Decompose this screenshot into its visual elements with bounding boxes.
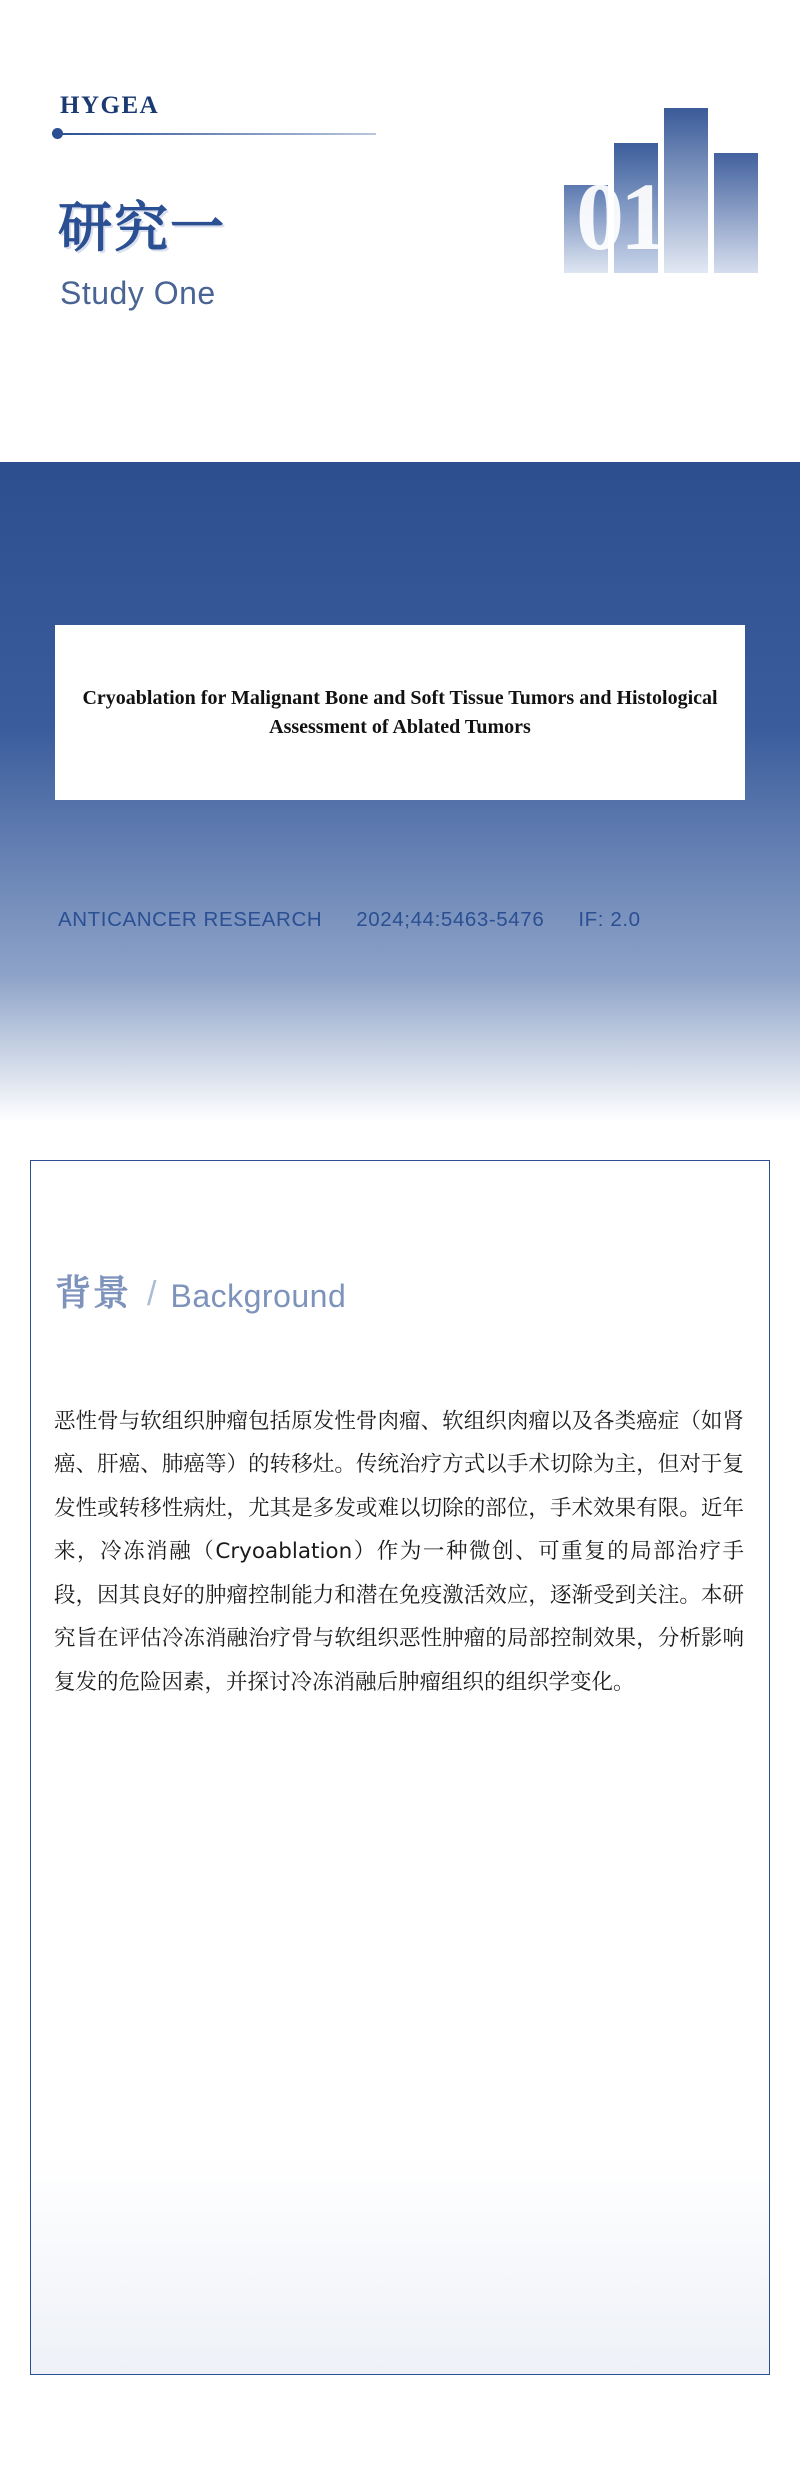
background-body-text: 恶性骨与软组织肿瘤包括原发性骨肉瘤、软组织肉瘤以及各类癌症（如肾癌、肝癌、肺癌等）的转移灶。传统治疗方式以手术切除为主，但对于复发性或转移性病灶，尤其是多发或难以切除的部位，手术效果有限。近年来，冷冻消融（Cryoablation）作为一种微创、可重复的局部治疗手段，因其良好的肿瘤控制能力和潜在免疫激活效应，逐渐受到关注。本研究旨在评估冷冻消融治疗骨与软组织恶性肿瘤的局部控制效果，分析影响复发的危险因素，并探讨冷冻消融后肿瘤组织的组织学变化。 bbox=[54, 1409, 744, 1695]
journal-impact-factor: IF: 2.0 bbox=[578, 908, 641, 931]
section-heading-divider: / bbox=[147, 1275, 157, 1313]
paper-title: Cryoablation for Malignant Bone and Soft Tissue Tumors and Histological Assessment of Ablated Tumors bbox=[82, 686, 718, 738]
page-title-en: Study One bbox=[60, 275, 216, 311]
paper-title-card bbox=[55, 625, 745, 800]
deco-number: 01 bbox=[576, 163, 664, 270]
section-heading-cn: 背景 bbox=[55, 1273, 132, 1314]
background-section-card bbox=[30, 1160, 770, 2375]
journal-citation: 2024;44:5463-5476 bbox=[356, 908, 545, 931]
journal-info bbox=[58, 908, 748, 932]
deco-bar bbox=[664, 108, 708, 273]
section-heading bbox=[55, 1265, 346, 1316]
deco-bar bbox=[714, 153, 758, 273]
brand-logo: HYGEA bbox=[60, 92, 160, 119]
journal-name: ANTICANCER RESEARCH bbox=[58, 908, 323, 931]
brand-rule bbox=[56, 133, 376, 135]
page-title-cn: 研究一 bbox=[58, 196, 226, 259]
decorative-bars-graphic bbox=[562, 108, 752, 273]
header-section bbox=[0, 0, 800, 480]
section-heading-en: Background bbox=[170, 1278, 347, 1314]
